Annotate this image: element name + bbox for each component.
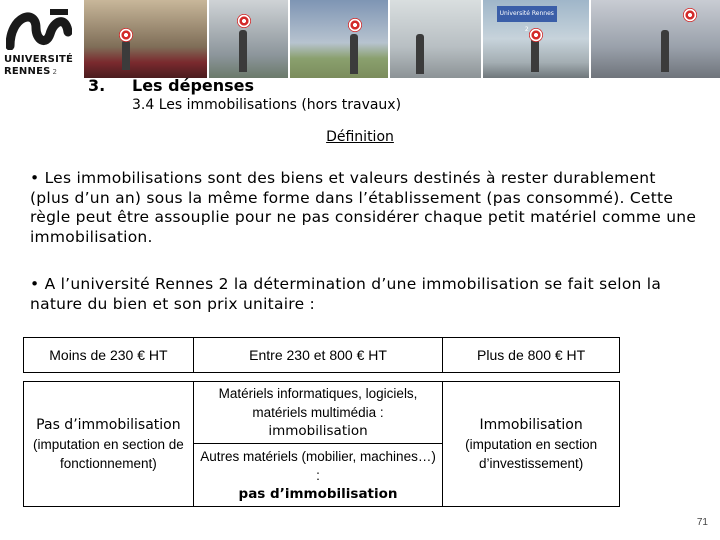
cell-other-text: Autres matériels (mobilier, machines…) : [200, 448, 436, 483]
person-figure [416, 34, 424, 74]
person-figure [531, 38, 539, 72]
logo-badge: 2 [52, 68, 58, 76]
target-icon [348, 18, 362, 32]
header-230-800: Entre 230 et 800 € HT [193, 338, 442, 373]
photo-banner [84, 0, 720, 78]
banner-photo-lobby [591, 0, 720, 78]
cell-other-bold: pas d’immobilisation [238, 485, 398, 502]
banner-sign: Université Rennes 2 [497, 6, 557, 22]
cell-over-800-label: Immobilisation [479, 416, 583, 433]
cell-under-230-note: (imputation en section de fonctionnement) [32, 436, 184, 471]
logo-mark-icon [6, 6, 72, 50]
table-row [24, 382, 620, 444]
rule-paragraph: • A l’université Rennes 2 la détermination d’une immobilisation se fait selon la nature du bien et son prix unitaire : [30, 275, 662, 313]
definition-heading: Définition [326, 129, 394, 145]
section-title: Les dépenses [132, 76, 255, 95]
banner-photo-campus [290, 0, 390, 78]
person-figure [661, 30, 669, 72]
target-icon [683, 8, 697, 22]
person-figure [122, 40, 130, 70]
logo-line2: RENNES [4, 66, 51, 77]
cell-it-bold: immobilisation [268, 423, 368, 439]
header-over-800: Plus de 800 € HT [443, 338, 620, 373]
target-icon [119, 28, 133, 42]
cell-over-800 [443, 382, 620, 507]
banner-photo-corridor [390, 0, 483, 78]
section-number: 3. [88, 76, 106, 95]
cell-under-230 [24, 382, 194, 507]
header-under-230: Moins de 230 € HT [24, 338, 194, 373]
definition-paragraph: • Les immobilisations sont des biens et valeurs destinés à rester durablement (plus d’un an) sous la même forme dans l’établissement (pas consommé). Cette règle peut être assouplie pour ne pas considérer chaque petit matériel comme une immobilisation. [30, 169, 697, 246]
university-logo [0, 0, 82, 82]
person-figure [239, 30, 247, 72]
banner-photo-auditorium [84, 0, 209, 78]
cell-it-text: Matériels informatiques, logiciels, matériels multimédia : [218, 386, 418, 420]
target-icon [237, 14, 251, 28]
logo-line1: UNIVERSITÉ [4, 54, 74, 65]
person-figure [350, 34, 358, 74]
banner-photo-entrance [483, 0, 591, 78]
banner-photo-hall [209, 0, 290, 78]
cell-230-800-it [193, 382, 442, 444]
threshold-table [23, 337, 620, 507]
subsection-title: 3.4 Les immobilisations (hors travaux) [132, 97, 402, 113]
logo-wordmark [4, 54, 73, 78]
cell-over-800-note: (imputation en section d’investissement) [465, 436, 598, 471]
target-icon [529, 28, 543, 42]
page-number: 71 [696, 517, 708, 528]
table-header-row [24, 338, 620, 373]
cell-230-800-other [193, 444, 442, 507]
cell-under-230-label: Pas d’immobilisation [36, 416, 181, 433]
